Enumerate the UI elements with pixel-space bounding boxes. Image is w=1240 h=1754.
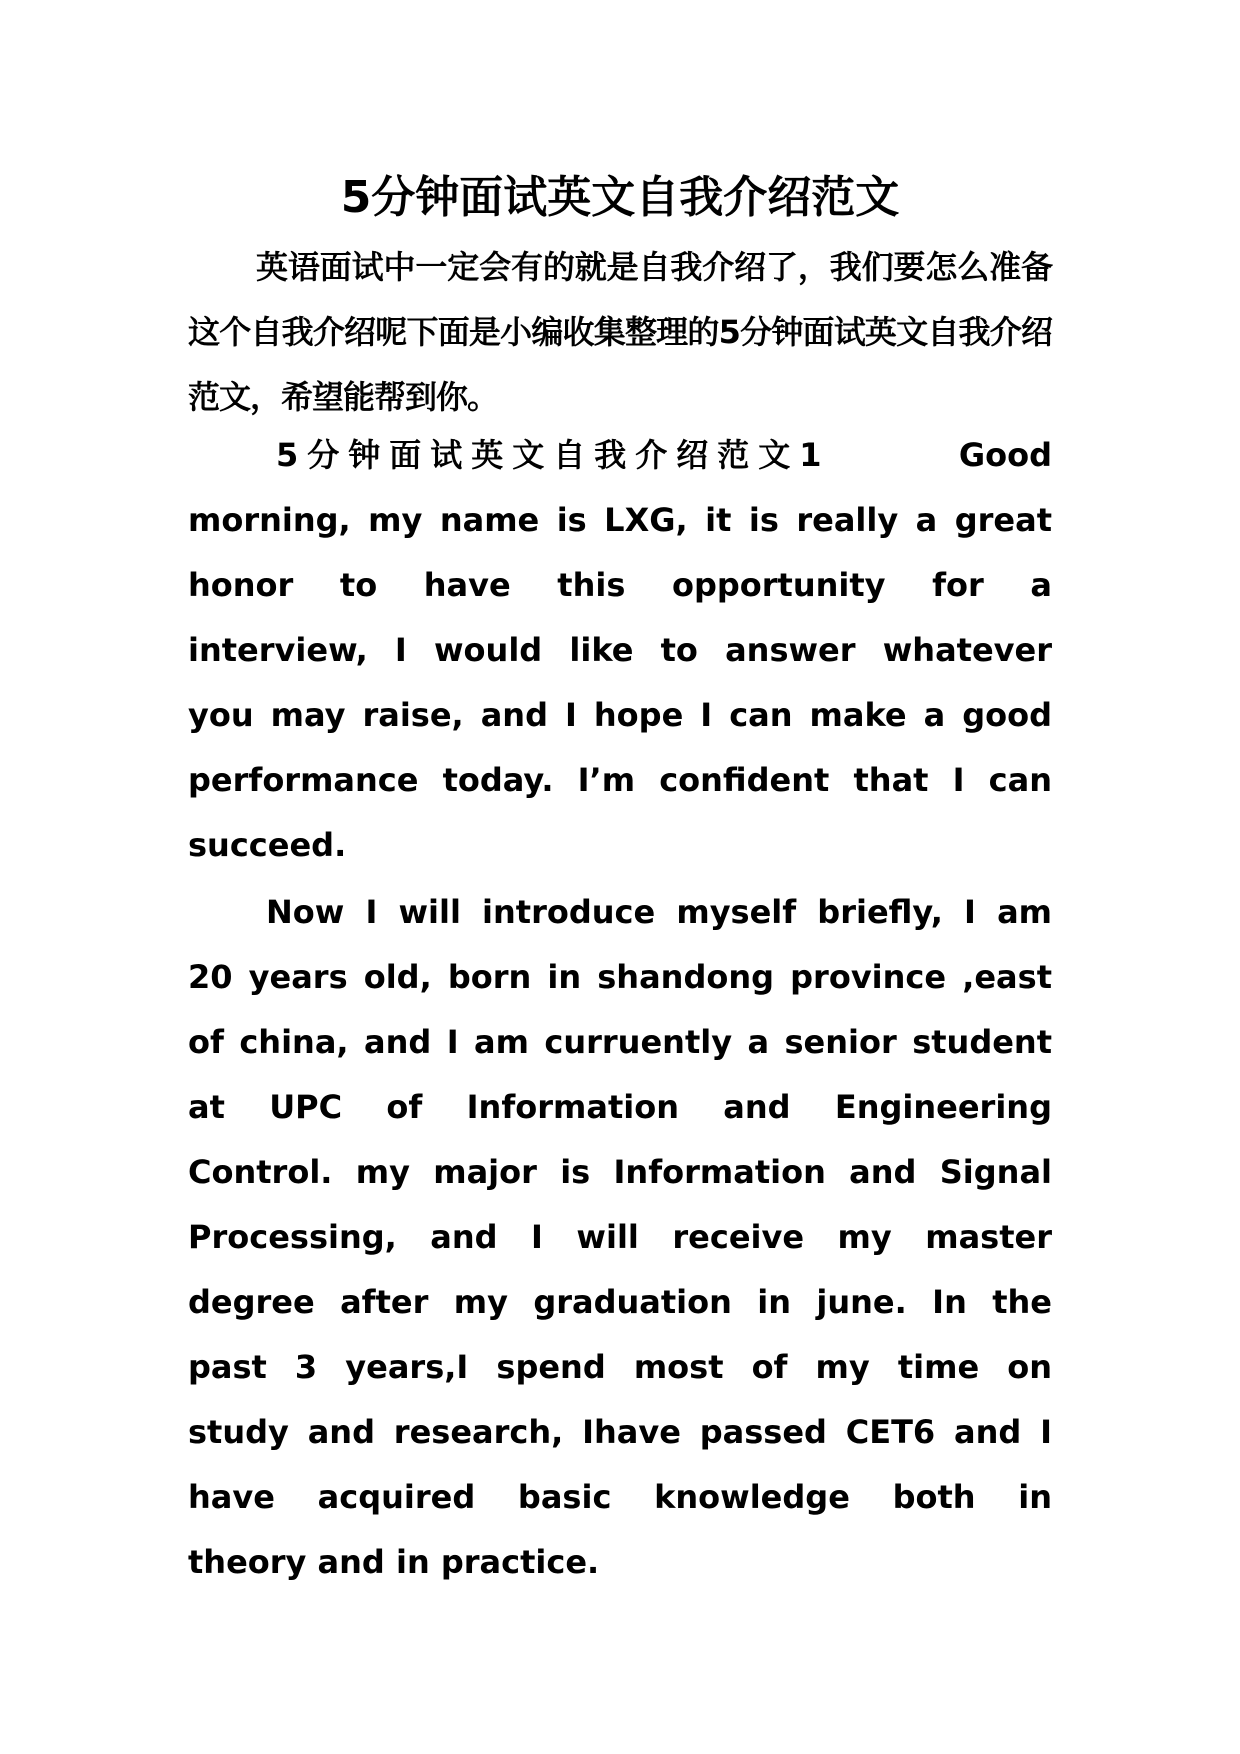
paragraph-line: Good <box>958 436 1052 474</box>
intro-paragraph: 英语面试中一定会有的就是自我介绍了，我们要怎么准备这个自我介绍呢下面是小编收集整理的5分钟面试英文自我介绍范文，希望能帮到你。 <box>188 248 1052 416</box>
sample-1-paragraph-1 <box>188 423 1052 878</box>
paragraph-line: Control. my major is Information and Signal <box>188 1153 1052 1191</box>
sample-1-heading: 5分钟面试英文自我介绍范文1 <box>276 436 831 474</box>
paragraph-line: theory and in practice. <box>188 1543 600 1581</box>
sample-1-heading-line <box>188 423 1052 488</box>
paragraph-line: Now I will introduce myself briefly, I am <box>266 893 1052 931</box>
paragraph-line: degree after my graduation in june. In the <box>188 1283 1052 1321</box>
paragraph-line: at UPC of Information and Engineering <box>188 1088 1052 1126</box>
paragraph-line: Processing, and I will receive my master <box>188 1218 1052 1256</box>
paragraph-line: honor to have this opportunity for a <box>188 566 1052 604</box>
paragraph-line: study and research, Ihave passed CET6 and I <box>188 1413 1052 1451</box>
paragraph-line: morning, my name is LXG, it is really a great <box>188 501 1052 539</box>
paragraph-line: performance today. I’m confident that I can <box>188 761 1052 799</box>
paragraph-line: 20 years old, born in shandong province ,east <box>188 958 1052 996</box>
document-title: 5分钟面试英文自我介绍范文 <box>340 172 900 223</box>
paragraph-line: interview, I would like to answer whatever <box>188 631 1052 669</box>
paragraph-line: past 3 years,I spend most of my time on <box>188 1348 1052 1386</box>
paragraph-line: of china, and I am curruently a senior student <box>188 1023 1052 1061</box>
paragraph-line: you may raise, and I hope I can make a good <box>188 696 1052 734</box>
paragraph-line: have acquired basic knowledge both in <box>188 1478 1052 1516</box>
paragraph-line: succeed. <box>188 826 347 864</box>
sample-1-paragraph-2 <box>188 880 1052 1595</box>
